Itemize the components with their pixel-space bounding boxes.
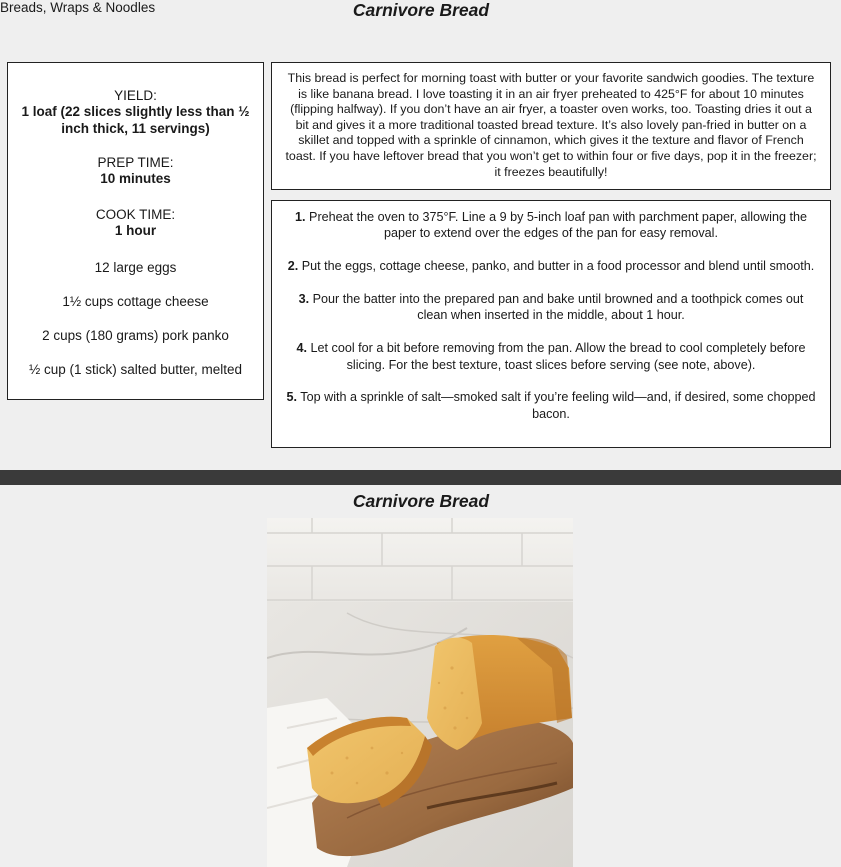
intro-note: This bread is perfect for morning toast with butter or your favorite sandwich goodies. The texture is like banana bread. I love toasting it in an air fryer preheated to 425°F for about 10 minutes (flipping halfway). If you don’t have an air fryer, a toaster oven works, too. Toasting dries it out a bit and gives it a more traditional toasted bread texture. It’s also lovely pan-fried in butter on a skillet and topped with a sprinkle of cinnamon, which gives it the texture and flavor of French toast. If you have leftover bread that you won’t get to within four or five days, pop it in the freezer; it freezes beautifully! <box>271 62 831 190</box>
step-number: 3. <box>298 292 310 306</box>
step-text: Let cool for a bit before removing from the pan. Allow the bread to cool completely before slicing. For the best texture, toast slices before serving (see note, above). <box>310 341 806 372</box>
cook-label: COOK TIME: <box>95 207 176 222</box>
yield-value: 1 loaf (22 slices slightly less than ½ inch thick, 11 servings) <box>21 104 250 136</box>
recipe-title: Carnivore Bread <box>352 0 490 20</box>
yield-block <box>8 88 263 137</box>
prep-label: PREP TIME: <box>97 155 174 170</box>
step-number: 1. <box>295 210 306 224</box>
step-text: Top with a sprinkle of salt—smoked salt if you’re feeling wild—and, if desired, some chopped bacon. <box>300 390 816 421</box>
ingredient-item: 2 cups (180 grams) pork panko <box>42 328 229 343</box>
step-item <box>284 209 818 242</box>
page-divider <box>0 470 841 485</box>
step-item <box>284 258 818 274</box>
step-number: 5. <box>286 390 298 405</box>
step-item <box>284 340 818 373</box>
step-text: Pour the batter into the prepared pan and bake until browned and a toothpick comes out clean when inserted in the middle, about 1 hour. <box>312 292 804 323</box>
photo-title: Carnivore Bread <box>352 491 490 511</box>
step-text: Preheat the oven to 375°F. Line a 9 by 5-inch loaf pan with parchment paper, allowing the paper to extend over the edges of the pan for easy removal. <box>309 210 807 241</box>
prep-value: 10 minutes <box>100 171 171 186</box>
instructions-box <box>271 200 831 448</box>
category-label: Breads, Wraps & Noodles <box>0 0 156 15</box>
cook-value: 1 hour <box>114 223 157 238</box>
bread-photo-illustration <box>267 518 573 867</box>
step-item <box>284 291 818 324</box>
ingredient-item: 1½ cups cottage cheese <box>62 294 209 309</box>
recipe-meta-box <box>7 62 264 400</box>
step-text: Put the eggs, cottage cheese, panko, and butter in a food processor and blend until smooth. <box>301 259 815 274</box>
bread-photo <box>267 518 573 867</box>
ingredient-item: ½ cup (1 stick) salted butter, melted <box>28 362 243 377</box>
prep-block <box>8 155 263 187</box>
step-number: 2. <box>287 259 299 274</box>
yield-label: YIELD: <box>114 88 157 103</box>
step-item <box>284 389 818 422</box>
ingredient-item: 12 large eggs <box>94 260 177 275</box>
step-number: 4. <box>296 341 308 356</box>
cook-block <box>8 207 263 239</box>
